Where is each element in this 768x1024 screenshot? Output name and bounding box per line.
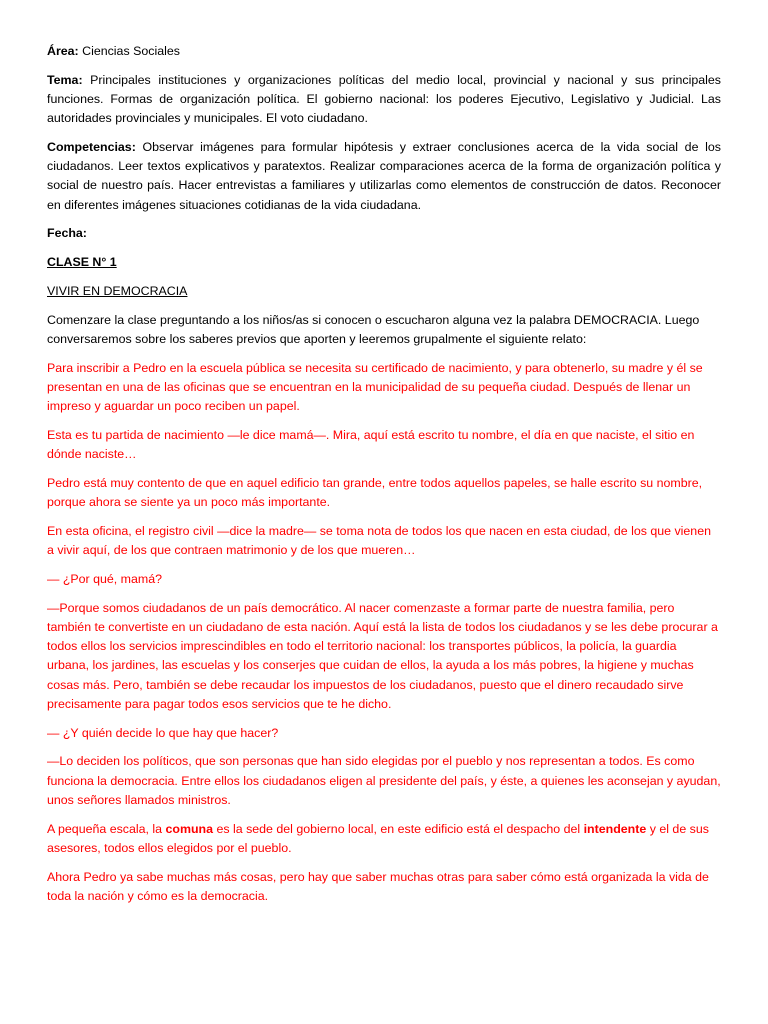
relato-p9-part-c: es la sede del gobierno local, en este edificio está el despacho del bbox=[213, 821, 584, 836]
relato-p9-part-a: A pequeña escala, la bbox=[47, 821, 166, 836]
area-text: Ciencias Sociales bbox=[78, 44, 180, 58]
relato-paragraph-9 bbox=[47, 820, 721, 858]
clase-subtitle-line bbox=[47, 282, 721, 301]
competencias-paragraph bbox=[47, 138, 721, 215]
tema-paragraph bbox=[47, 71, 721, 129]
relato-paragraph-7: — ¿Y quién decide lo que hay que hacer? bbox=[47, 725, 279, 740]
relato-paragraph-8: —Lo deciden los políticos, que son personas que han sido elegidas por el pueblo y nos representan a todos. Es como funciona la democracia. Entre ellos los ciudadanos eligen al presidente del país, y éste, a quienes les aconsejan y ayudan, unos señores llamados ministros. bbox=[47, 754, 721, 807]
competencias-text: Observar imágenes para formular hipótesis y extraer conclusiones acerca de la vida social de los ciudadanos. Leer textos explicativos y paratextos. Realizar comparaciones acerca de la forma de organización política y social de nuestro país. Hacer entrevistas a familiares y utilizarlas como elementos de construcción de datos. Reconocer en diferentes imágenes situaciones cotidianas de la vida ciudadana. bbox=[47, 140, 721, 212]
relato-paragraph-2: Esta es tu partida de nacimiento —le dice mamá—. Mira, aquí está escrito tu nombre, el día en que naciste, el sitio en dónde naciste… bbox=[47, 428, 695, 462]
tema-text: Principales instituciones y organizaciones políticas del medio local, provincial y nacional y sus principales funciones. Formas de organización política. El gobierno nacional: los poderes Ejecutivo, Legislativo y Judicial. Las autoridades provinciales y municipales. El voto ciudadano. bbox=[47, 72, 721, 126]
competencias-label: Competencias: bbox=[47, 140, 136, 154]
area-label: Área: bbox=[47, 44, 79, 58]
fecha-line bbox=[47, 224, 721, 243]
relato-paragraph-6: —Porque somos ciudadanos de un país democrático. Al nacer comenzaste a formar parte de nuestra familia, pero también te convertiste en un ciudadano de esta nación. Aquí está la lista de todos los ciudadanos y se les debe procurar a todos ellos los servicios imprescindibles en todo el territorio nacional: los transportes públicos, la policía, la guardia urbana, los jardines, las escuelas y los conserjes que cuidan de ellos, la ayuda a los más pobres, la higiene y muchas cosas más. Pero, también se debe recaudar los impuestos de los ciudadanos, puesto que el dinero recaudado sirve precisamente para pagar todos esos servicios que te he dicho. bbox=[47, 600, 718, 711]
relato-paragraph-4: En esta oficina, el registro civil —dice la madre— se toma nota de todos los que nacen en esta ciudad, de los que vienen a vivir aquí, de los que contraen matrimonio y de los que mueren… bbox=[47, 524, 711, 558]
tema-label: Tema: bbox=[47, 72, 83, 87]
intendente-term: intendente bbox=[583, 821, 647, 836]
clase-title-line bbox=[47, 253, 721, 272]
clase-title: CLASE N° 1 bbox=[47, 255, 117, 270]
relato-p9-part-e: y el de sus asesores, todos ellos elegidos por el pueblo. bbox=[47, 821, 709, 855]
area-line bbox=[47, 42, 721, 61]
comuna-term: comuna bbox=[165, 821, 214, 836]
relato-paragraph-10: Ahora Pedro ya sabe muchas más cosas, pero hay que saber muchas otras para saber cómo está organizada la vida de toda la nación y cómo es la democracia. bbox=[47, 869, 709, 903]
clase-subtitle: VIVIR EN DEMOCRACIA bbox=[47, 284, 188, 298]
relato-paragraph-3: Pedro está muy contento de que en aquel edificio tan grande, entre todos aquellos papeles, se halle escrito su nombre, porque ahora se siente ya un poco más importante. bbox=[47, 476, 703, 510]
document-page bbox=[47, 42, 721, 916]
relato-paragraph-5: — ¿Por qué, mamá? bbox=[47, 572, 163, 586]
fecha-label: Fecha: bbox=[47, 226, 87, 241]
relato-paragraph-1: Para inscribir a Pedro en la escuela pública se necesita su certificado de nacimiento, y para obtenerlo, su madre y él se presentan en una de las oficinas que se encuentran en la municipalidad de su pequeña ciudad. Después de llenar un impreso y aguardar un poco reciben un papel. bbox=[47, 360, 703, 414]
clase-intro: Comenzare la clase preguntando a los niños/as si conocen o escucharon alguna vez la palabra DEMOCRACIA. Luego conversaremos sobre los saberes previos que aporten y leeremos grupalmente el siguiente relato: bbox=[47, 312, 700, 346]
